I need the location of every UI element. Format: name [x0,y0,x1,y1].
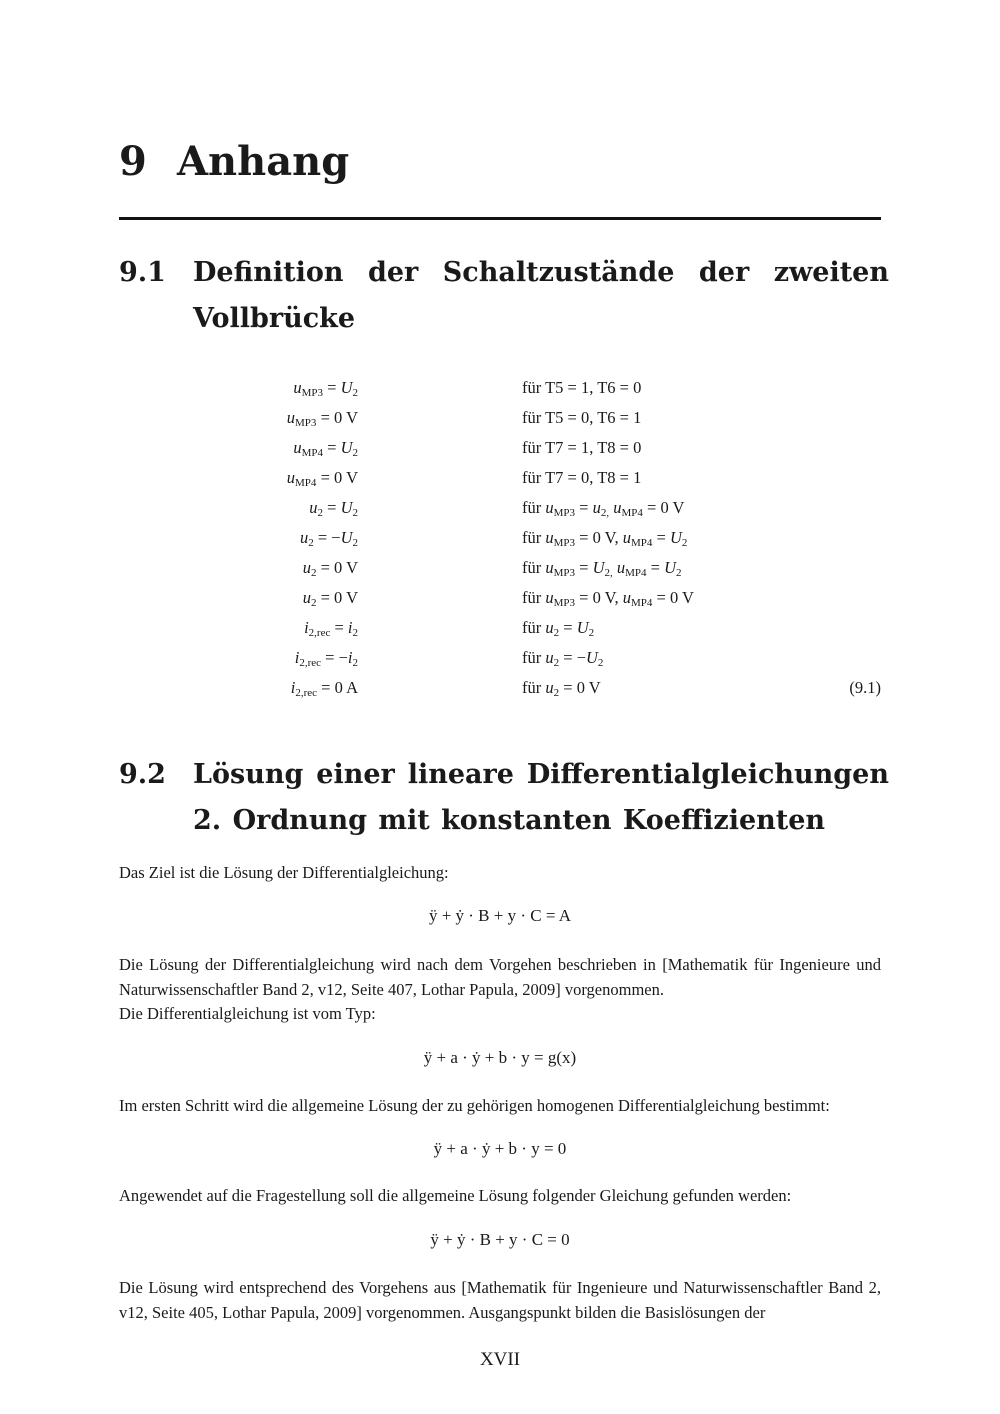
paragraph: Im ersten Schritt wird die allgemeine Lösung der zu gehörigen homogenen Differentialgleichung bestimmt: [119,1096,830,1115]
equation-number: (9.1) [849,678,881,697]
equation-lhs: $i_{2,rec} = -i_2$ [294,648,358,669]
equation-lhs: $u_2 = U_2$ [309,498,358,519]
display-equation: ÿ + a · ẏ + b · y = 0 [433,1139,567,1158]
equation-condition: für T5 = 0, T6 = 1 [522,408,642,427]
equation-lhs: $u_{MP3} = U_2$ [293,378,358,399]
chapter-title: Anhang [177,138,350,185]
display-equation: ÿ + a · ẏ + b · y = g(x) [423,1048,577,1067]
equation-condition: für $u_2 = U_2$ [522,618,595,639]
equation-lhs: $u_{MP4} = 0$ V [286,468,358,489]
section-heading-9-2 [119,752,889,844]
paragraph: Die Differentialgleichung ist vom Typ: [119,1004,376,1023]
equation-row [0,378,1000,404]
equation-lhs: $i_{2,rec} = i_2$ [304,618,358,639]
equation-row [0,528,1000,554]
equation-condition: für T5 = 1, T6 = 0 [522,378,642,397]
equation-lhs: $i_{2,rec} = 0$ A [290,678,358,699]
equation-row [0,648,1000,674]
equation-condition: für $u_{MP3} = 0$ V, $u_{MP4} = 0$ V [522,588,694,609]
equation-row [0,438,1000,464]
page-number: XVII [479,1349,521,1370]
equation-condition: für $u_{MP3} = U_{2,}$ $u_{MP4} = U_2$ [522,558,682,579]
equation-row [0,498,1000,524]
section-heading-9-1 [119,250,889,342]
equation-row [0,588,1000,614]
equation-lhs: $u_{MP3} = 0$ V [286,408,358,429]
display-equation: ÿ + ẏ · B + y · C = A [428,906,572,925]
section-number: 9.2 [119,759,166,790]
equation-condition: für $u_{MP3} = 0$ V, $u_{MP4} = U_2$ [522,528,688,549]
equation-row [0,678,1000,704]
paragraph: Die Lösung wird entsprechend des Vorgehens aus [Mathematik für Ingenieure und Naturwissenschaftler Band 2, v12, Seite 405, Lothar Papula, 2009] vorgenommen. Ausgangspunkt bilden die Basislösungen der [119,1278,881,1322]
equation-condition: für T7 = 1, T8 = 0 [522,438,642,457]
equation-lhs: $u_{MP4} = U_2$ [293,438,358,459]
equation-lhs: $u_2 = -U_2$ [299,528,358,549]
section-title: Lösung einer lineare Differentialgleichungen 2. Ordnung mit konstanten Koeffizienten [193,759,889,836]
paragraph: Das Ziel ist die Lösung der Differentialgleichung: [119,863,449,882]
equation-lhs: $u_2 = 0$ V [302,558,358,579]
section-title: Definition der Schaltzustände der zweiten Vollbrücke [193,257,889,334]
equation-condition: für T7 = 0, T8 = 1 [522,468,642,487]
chapter-rule [119,217,881,220]
equation-row [0,558,1000,584]
equation-condition: für $u_2 = 0$ V [522,678,601,699]
equation-row [0,468,1000,494]
equation-condition: für $u_2 = -U_2$ [522,648,604,669]
chapter-heading [119,136,349,188]
paragraph: Die Lösung der Differentialgleichung wird nach dem Vorgehen beschrieben in [Mathematik für Ingenieure und Naturwissenschaftler Band 2, v12, Seite 407, Lothar Papula, 2009] vorgenommen. [119,955,881,999]
equation-row [0,618,1000,644]
paragraph: Angewendet auf die Fragestellung soll die allgemeine Lösung folgender Gleichung gefunden werden: [119,1186,792,1205]
display-equation: ÿ + ẏ · B + y · C = 0 [430,1230,570,1249]
equation-lhs: $u_2 = 0$ V [302,588,358,609]
chapter-number: 9 [119,138,147,185]
section-number: 9.1 [119,257,166,288]
equation-row [0,408,1000,434]
equation-condition: für $u_{MP3} = u_{2,}$ $u_{MP4} = 0$ V [522,498,685,519]
